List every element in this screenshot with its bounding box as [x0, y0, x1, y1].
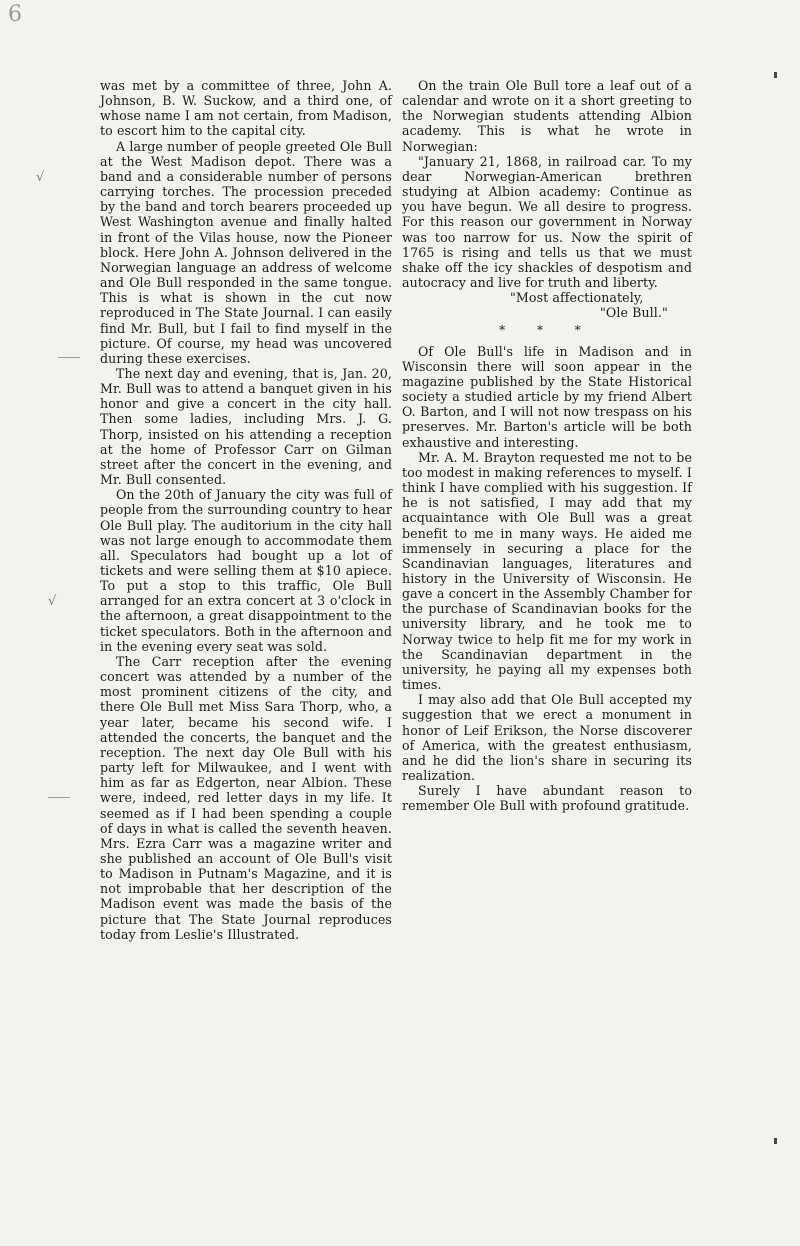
right-column — [402, 78, 692, 814]
paragraph: Mr. A. M. Brayton requested me not to be too modest in making references to myself. I think I have complied with his suggestion. If he is not satisfied, I may add that my acquaintance with Ole Bull was a great benefit to me in many ways. He aided me immensely in securing a place for the Scandinavian languages, literatures and history in the University of Wisconsin. He gave a concert in the Assembly Chamber for the purchase of Scandinavian books for the university library, and he took me to Norway twice to help fit me for my work in the Scandinavian department in the university, he paying all my expenses both times. — [402, 449, 692, 693]
paragraph: The Carr reception after the evening concert was attended by a number of the most prominent citizens of the city, and there Ole Bull met Miss Sara Thorp, who, a year later, became his second wife. I attended the concerts, the banquet and the reception. The next day Ole Bull with his party left for Milwaukee, and I went with him as far as Edgerton, near Albion. These were, indeed, red letter days in my life. It seemed as if I had been spending a couple of days in what is called the seventh heaven. Mrs. Ezra Carr was a magazine writer and she published an account of Ole Bull's visit to Madison in Putnam's Magazine, and it is not improbable that her description of the Madison event was made the basis of the picture that The State Journal reproduces today from Leslie's Illustrated. — [100, 653, 392, 942]
paragraph: "January 21, 1868, in railroad car. To my dear Norwegian-American brethren studying at Albion academy: Continue as you have begun. We all desire to progress. For this reason our government in Norway was too narrow for us. Now the spirit of 1765 is rising and tells us that we must shake off the icy shackles of despotism and autocracy and live for truth and liberty. — [402, 153, 692, 291]
paragraph: I may also add that Ole Bull accepted my suggestion that we erect a monument in honor of Leif Erikson, the Norse discoverer of America, with the greatest enthusiasm, and he did the lion's share in securing its realization. — [402, 692, 692, 784]
section-separator: * * * — [499, 322, 595, 337]
paragraph: The next day and evening, that is, Jan. 20, Mr. Bull was to attend a banquet given in his honor and give a concert in the city hall. Then some ladies, including Mrs. J. G. Thorp, insisted on his attending a reception at the home of Professor Carr on Gilman street after the concert in the evening, and Mr. Bull consented. — [100, 365, 392, 488]
edge-dot — [774, 1138, 777, 1144]
edge-dot — [774, 72, 777, 78]
margin-check-mark: √ — [48, 594, 57, 609]
letter-closing: "Most affectionately, — [510, 290, 644, 306]
paragraph: Surely I have abundant reason to remember Ole Bull with profound gratitude. — [402, 783, 692, 814]
paragraph: was met by a committee of three, John A. Johnson, B. W. Suckow, and a third one, of whose name I am not certain, from Madison, to escort him to the capital city. — [100, 78, 392, 139]
margin-check-mark: √ — [36, 170, 45, 185]
paragraph: A large number of people greeted Ole Bull at the West Madison depot. There was a band and a considerable number of persons carrying torches. The procession preceded by the band and torch bearers proceeded up West Washington avenue and finally halted in front of the Vilas house, now the Pioneer block. Here John A. Johnson delivered in the Norwegian language an address of welcome and Ole Bull responded in the same tongue. This is what is shown in the cut now reproduced in The State Journal. I can easily find Mr. Bull, but I fail to find myself in the picture. Of course, my head was uncovered during these exercises. — [100, 138, 392, 366]
paragraph: On the 20th of January the city was full of people from the surrounding country to hear Ole Bull play. The auditorium in the city hall was not large enough to accommodate them all. Speculators had bought up a lot of tickets and were selling them at $10 apiece. To put a stop to this traffic, Ole Bull arranged for an extra concert at 3 o'clock in the afternoon, a great disappointment to the ticket speculators. Both in the afternoon and in the evening every seat was sold. — [100, 487, 392, 654]
left-column — [100, 78, 392, 942]
margin-dash — [58, 357, 80, 358]
paragraph: On the train Ole Bull tore a leaf out of a calendar and wrote on it a short greeting to the Norwegian students attending Albion academy. This is what he wrote in Norwegian: — [402, 78, 692, 154]
paragraph: Of Ole Bull's life in Madison and in Wisconsin there will soon appear in the magazine published by the State Historical society a studied article by my friend Albert O. Barton, and I will not now trespass on his preserves. Mr. Barton's article will be both exhaustive and interesting. — [402, 343, 692, 450]
letter-signature: "Ole Bull." — [600, 305, 668, 321]
page-number-mark: 6 — [8, 2, 22, 27]
margin-dash — [48, 797, 70, 798]
